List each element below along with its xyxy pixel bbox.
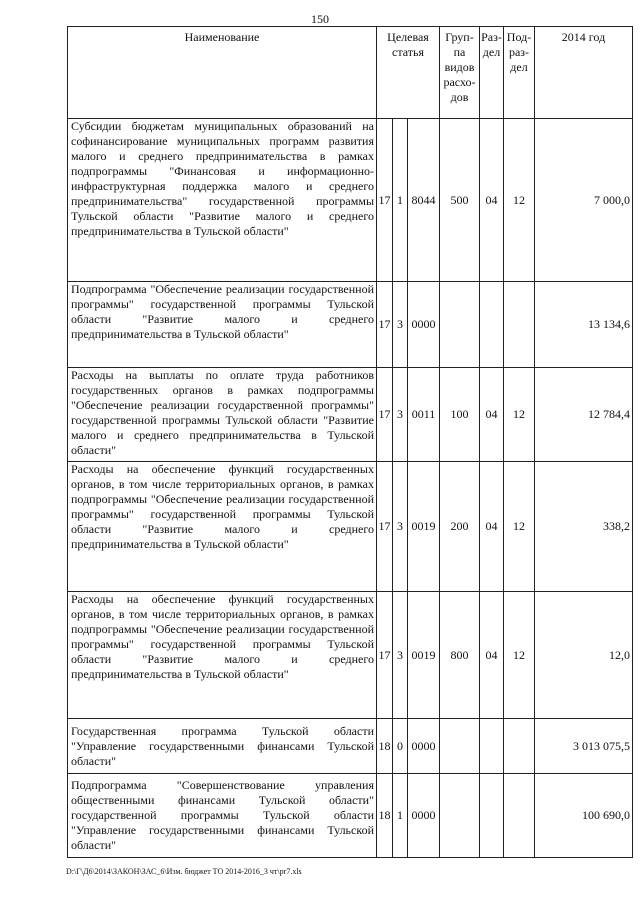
row-cs2: 3: [393, 462, 408, 592]
table-row: [68, 774, 633, 858]
row-cs3: 0011: [408, 368, 440, 462]
row-section: 04: [480, 119, 504, 282]
header-year: 2014 год: [535, 27, 633, 119]
row-cs3: 0019: [408, 462, 440, 592]
file-path-footer: D:\Г\Д6\2014\ЗАКОН\ЗАС_6\Изм. бюджет ТО 2014-2016_3 чт\pr7.xls: [66, 867, 302, 876]
row-cs1: 17: [377, 462, 393, 592]
row-cs2: 1: [393, 774, 408, 858]
row-subsection: [504, 774, 535, 858]
row-amount: 100 690,0: [535, 774, 633, 858]
table-row: [68, 282, 633, 368]
row-name: Государственная программа Тульской области "Управление государственными финансами Тульской области": [68, 719, 377, 774]
table-row: [68, 719, 633, 774]
header-expense-group: Груп- па видов расхо- дов: [440, 27, 480, 119]
row-amount: 338,2: [535, 462, 633, 592]
row-cs3: 8044: [408, 119, 440, 282]
table-header-row: [68, 27, 633, 119]
row-group: [440, 282, 480, 368]
row-name: Расходы на обеспечение функций государственных органов, в том числе территориальных органов, в рамках подпрограммы "Обеспечение реализации государственной программы" государственной программы Тульской области "Развитие малого и среднего предпринимательства в Тульской области": [68, 462, 377, 592]
row-amount: 7 000,0: [535, 119, 633, 282]
header-section: Раз- дел: [480, 27, 504, 119]
row-cs3: 0000: [408, 282, 440, 368]
table-row: [68, 462, 633, 592]
row-cs3: 0019: [408, 592, 440, 719]
table-row: [68, 368, 633, 462]
row-group: 500: [440, 119, 480, 282]
row-cs1: 18: [377, 774, 393, 858]
row-name: Субсидии бюджетам муниципальных образований на софинансирование муниципальных программ развития малого и среднего предпринимательства в рамках подпрограммы "Финансовая и информационно-инфраструктурная поддержка малого и среднего предпринимательства" государственной программы Тульской области "Развитие малого и среднего предпринимательства в Тульской области": [68, 119, 377, 282]
row-group: [440, 719, 480, 774]
row-cs2: 1: [393, 119, 408, 282]
row-cs1: 17: [377, 592, 393, 719]
row-amount: 12 784,4: [535, 368, 633, 462]
row-cs3: 0000: [408, 774, 440, 858]
row-amount: 13 134,6: [535, 282, 633, 368]
header-name: Наименование: [68, 27, 377, 119]
row-cs2: 3: [393, 368, 408, 462]
row-section: [480, 774, 504, 858]
row-cs2: 0: [393, 719, 408, 774]
row-section: [480, 719, 504, 774]
table-row: [68, 119, 633, 282]
row-name: Расходы на обеспечение функций государственных органов, в том числе территориальных органов, в рамках подпрограммы "Обеспечение реализации государственной программы" государственной программы Тульской области "Развитие малого и среднего предпринимательства в Тульской области": [68, 592, 377, 719]
row-name: Расходы на выплаты по оплате труда работников государственных органов в рамках подпрограммы "Обеспечение реализации государственной программы" государственной программы Тульской области "Развитие малого и среднего предпринимательства в Тульской области": [68, 368, 377, 462]
row-cs2: 3: [393, 592, 408, 719]
table-row: [68, 592, 633, 719]
row-section: [480, 282, 504, 368]
row-subsection: 12: [504, 119, 535, 282]
row-cs2: 3: [393, 282, 408, 368]
row-section: 04: [480, 592, 504, 719]
row-cs1: 18: [377, 719, 393, 774]
row-name: Подпрограмма "Совершенствование управления общественными финансами Тульской области" государственной программы Тульской области "Управление государственными финансами Тульской области": [68, 774, 377, 858]
row-group: [440, 774, 480, 858]
row-name: Подпрограмма "Обеспечение реализации государственной программы" государственной программы Тульской области "Развитие малого и среднего предпринимательства в Тульской области": [68, 282, 377, 368]
header-target-article: Целевая статья: [377, 27, 440, 119]
row-subsection: 12: [504, 368, 535, 462]
row-cs1: 17: [377, 119, 393, 282]
row-cs1: 17: [377, 368, 393, 462]
budget-table: [67, 26, 633, 858]
row-group: 800: [440, 592, 480, 719]
header-subsection: Под- раз- дел: [504, 27, 535, 119]
row-cs3: 0000: [408, 719, 440, 774]
row-subsection: 12: [504, 462, 535, 592]
row-subsection: [504, 719, 535, 774]
row-group: 100: [440, 368, 480, 462]
row-amount: 12,0: [535, 592, 633, 719]
row-amount: 3 013 075,5: [535, 719, 633, 774]
row-group: 200: [440, 462, 480, 592]
row-section: 04: [480, 368, 504, 462]
page-number: 150: [311, 12, 329, 26]
row-subsection: 12: [504, 592, 535, 719]
row-cs1: 17: [377, 282, 393, 368]
row-subsection: [504, 282, 535, 368]
row-section: 04: [480, 462, 504, 592]
